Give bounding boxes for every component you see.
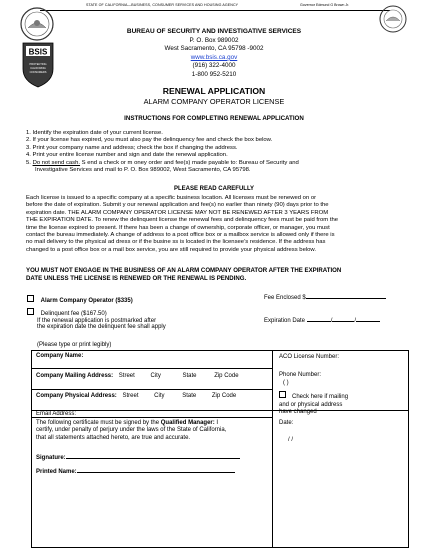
phone-number: (916) 322-4000 <box>192 62 236 70</box>
delinquent-fee-label: Delinquent fee ($167.50) <box>40 311 107 317</box>
date-separator: / <box>330 318 333 324</box>
operator-fee-checkbox[interactable] <box>27 295 34 302</box>
certification-line: I <box>214 420 219 426</box>
certification-line: certify, under penalty of perjury under the laws of the State of California, <box>36 427 227 434</box>
application-form-box <box>31 350 409 548</box>
address-changed-label: Check here if mailing <box>292 394 349 400</box>
physical-address-label: Company Physical Address: <box>36 393 117 399</box>
paragraph-line: expiration date. THE ALARM COMPANY OPERATOR LICENSE MAY NOT BE RENEWED AFTER 3 YEARS FROM <box>26 209 329 216</box>
delinquent-note <box>37 318 166 330</box>
svg-text:BSIS: BSIS <box>28 47 48 57</box>
zip-label: Zip Code <box>211 393 237 399</box>
warning-notice <box>26 267 408 283</box>
phone-number-input[interactable]: ( ) <box>283 380 289 386</box>
state-agency-line: STATE OF CALIFORNIA—BUSINESS, CONSUMER SERVICES AND HOUSING AGENCY <box>86 3 239 7</box>
warning-line: YOU MUST NOT ENGAGE IN THE BUSINESS OF AN ALARM COMPANY OPERATOR AFTER THE EXPIRATION <box>26 267 342 274</box>
svg-text:CONSUMERS: CONSUMERS <box>29 71 47 74</box>
list-item: 4. Print your entire license number and sign and date the renewal application. <box>26 152 228 159</box>
signature-field[interactable] <box>36 455 240 461</box>
list-item: 1. Identify the expiration date of your current license. <box>26 130 163 136</box>
city-label: City <box>150 373 161 379</box>
email-address-label: Email Address: <box>36 411 77 417</box>
paragraph-line: contact the bureau immediately. A change of address to a post office box or a mailbox service is allowed only if there is <box>26 232 335 239</box>
expiration-date-field[interactable] <box>264 318 380 324</box>
state-label: State <box>182 393 197 399</box>
fee-enclosed-label: Fee Enclosed $ <box>264 295 306 301</box>
paragraph-line: changed to a post office box or a mail box service, you are still required to provide your physical address below. <box>26 246 316 253</box>
delinquent-note-line: the expiration date the delinquent fee shall apply <box>37 324 166 330</box>
certification-line: The following certificate must be signed by the <box>36 420 161 426</box>
delinquent-fee-row <box>27 308 107 317</box>
mailing-address-row[interactable] <box>36 373 239 379</box>
page-title: RENEWAL APPLICATION <box>162 86 266 96</box>
qualified-manager-label: Qualified Manager: <box>160 420 215 426</box>
street-label: Street <box>122 393 139 399</box>
governor-name: Governor Edmund G Brown Jr. <box>300 3 350 7</box>
company-name-label: Company Name: <box>36 353 84 359</box>
physical-address-row[interactable] <box>36 393 236 399</box>
instructions-list <box>26 130 406 174</box>
list-item: 2. If your license has expired, you must also pay the delinquency fee and check the box below. <box>26 137 273 144</box>
paragraph-line: no mail delivery to the physical ad dress or if the busine ss is located in the licensee’s residence. If the address has <box>26 239 326 246</box>
address-changed-row <box>279 391 348 417</box>
aco-license-label: ACO License Number: <box>279 354 340 360</box>
bureau-name: BUREAU OF SECURITY AND INVESTIGATIVE SERVICES <box>126 28 302 35</box>
operator-fee-row <box>27 295 133 304</box>
warning-line: DATE UNLESS THE LICENSE IS RENEWED OR THE RENEWAL IS PENDING. <box>26 275 247 283</box>
tollfree-number: 1-800 952-5210 <box>191 70 237 78</box>
date-label: Date: <box>279 420 294 426</box>
printed-name-field[interactable] <box>36 469 235 475</box>
paragraph-line: THE EXPIRATION DATE. To renew the delinquent license the renewal fees and delinquency fees must be paid from the <box>26 217 339 224</box>
paragraph-line: time the license expired to present. If there has been a change of ownership, corporate officer, or manager, you must <box>26 224 330 231</box>
list-item: 5. Do not send cash. S end a check or m oney order and fee(s) made payable to: Bureau of Security and <box>26 159 299 166</box>
date-separator: / <box>354 318 357 324</box>
certification-text <box>36 420 226 442</box>
svg-text:PROTECTING: PROTECTING <box>29 63 47 66</box>
certification-line: that all statements attached hereto, are true and accurate. <box>36 434 191 441</box>
form-divider <box>32 417 272 418</box>
type-or-print-note: (Please type or print legibly) <box>37 342 112 348</box>
form-divider <box>32 410 408 411</box>
expiration-year-input[interactable] <box>356 321 380 322</box>
form-divider <box>32 368 272 369</box>
company-name-input[interactable] <box>112 352 267 366</box>
po-box: P. O. Box 989002 <box>189 36 239 44</box>
phone-number-field[interactable] <box>279 371 321 387</box>
list-item: 3. Print your company name and address; check the box if changing the address. <box>26 144 238 151</box>
address-changed-checkbox[interactable] <box>279 391 286 398</box>
header-rule <box>40 10 390 11</box>
paragraph-line: before the date of expiration. Submit y our renewal application and fee(s) no earlier than ninety (90) days prior to the <box>26 202 329 209</box>
state-label: State <box>182 373 197 379</box>
read-carefully-heading: PLEASE READ CAREFULLY <box>173 186 255 192</box>
instructions-heading: INSTRUCTIONS FOR COMPLETING RENEWAL APPLICATION <box>124 115 304 122</box>
address-changed-label: have changed <box>279 409 317 416</box>
signature-label: Signature: <box>36 455 66 461</box>
paragraph-line: Each license is issued to a specific company at a specific business location. All licenses must be renewed on or <box>26 195 317 201</box>
operator-fee-label: Alarm Company Operator ($335) <box>40 298 133 304</box>
address-changed-label: and or physical address <box>279 401 343 408</box>
expiration-month-input[interactable] <box>307 321 331 322</box>
phone-number-label: Phone Number: <box>279 372 322 378</box>
form-divider <box>272 351 273 547</box>
fee-enclosed-field[interactable] <box>264 295 386 301</box>
fee-enclosed-input[interactable] <box>306 298 386 299</box>
bureau-header <box>0 28 428 80</box>
mailing-address-label: Company Mailing Address: <box>36 373 114 379</box>
street-label: Street <box>118 373 135 379</box>
form-divider <box>32 389 272 390</box>
read-carefully-paragraph <box>26 195 408 254</box>
zip-label: Zip Code <box>214 373 239 379</box>
list-item: Investigative Services and mail to P. O. Box 989002, West Sacramento, CA 95798. <box>35 167 251 174</box>
svg-text:CALIFORNIA: CALIFORNIA <box>30 67 46 70</box>
website-link[interactable]: www.bsis.ca.gov <box>190 53 238 61</box>
delinquent-fee-checkbox[interactable] <box>27 308 34 315</box>
city-label: City <box>154 393 165 399</box>
signature-input[interactable] <box>66 458 240 459</box>
printed-name-input[interactable] <box>77 472 235 473</box>
expiration-date-label: Expiration Date <box>264 318 306 324</box>
date-input[interactable]: / / <box>288 437 294 443</box>
bureau-city: West Sacramento, CA 95798 -9002 <box>164 45 264 53</box>
printed-name-label: Printed Name: <box>36 469 77 475</box>
delinquent-note-line: If the renewal application is postmarked after <box>37 318 157 324</box>
expiration-day-input[interactable] <box>332 321 354 322</box>
page-subtitle: ALARM COMPANY OPERATOR LICENSE <box>143 97 285 106</box>
